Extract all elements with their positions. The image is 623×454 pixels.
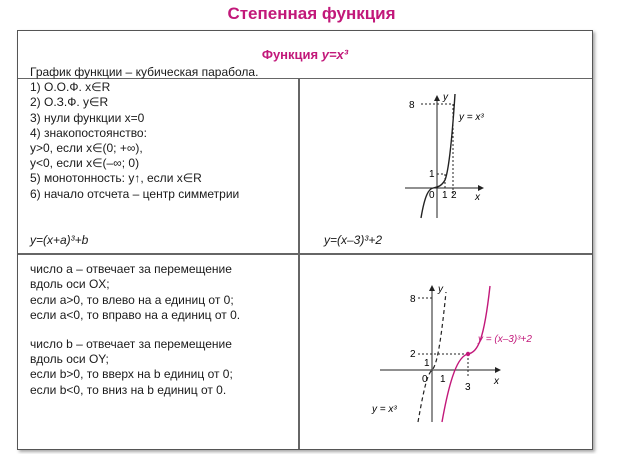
property-line: 4) знакопостоянство: (30, 125, 147, 140)
y-axis-label: y (438, 284, 443, 295)
rule-line: если a>0, то влево на a единиц от 0; (30, 292, 234, 307)
property-line: 3) нули функции x=0 (30, 110, 145, 125)
origin-label: 0 (429, 190, 435, 201)
rule-line: число b – отвечает за перемещение (30, 337, 232, 352)
y-axis-label: y (443, 92, 448, 103)
cubic-graph (395, 90, 505, 230)
column-divider (298, 79, 300, 449)
shifted-cubic-graph (370, 282, 580, 432)
tick-y-1: 1 (424, 358, 430, 369)
tick-y-2: 2 (410, 349, 416, 360)
page-title: Степенная функция (227, 4, 396, 23)
tick-x-1: 1 (440, 374, 446, 385)
x-axis-label: x (494, 376, 499, 387)
rule-line: вдоль оси OX; (30, 277, 110, 292)
rule-line: если b>0, то вверх на b единиц от 0; (30, 367, 233, 382)
base-curve-label: y = x³ (372, 404, 397, 415)
general-formula: y=(x+a)³+b (30, 233, 89, 247)
inflection-point (466, 352, 470, 356)
tick-x-1: 1 (442, 190, 448, 201)
property-line: 1) О.О.Ф. x∈R (30, 80, 111, 95)
rule-line: если b<0, то вниз на b единиц от 0. (30, 382, 227, 397)
property-line: 2) О.З.Ф. y∈R (30, 95, 109, 110)
tick-x-2: 2 (451, 190, 457, 201)
x-axis-label: x (475, 192, 480, 203)
header-prefix: Функция (261, 47, 322, 62)
properties-list (30, 65, 258, 202)
property-line: 5) монотонность: y↑, если x∈R (30, 171, 202, 186)
property-line: y<0, если x∈(–∞; 0) (30, 156, 140, 171)
origin-label: 0 (422, 374, 428, 385)
cubic-curve (421, 94, 455, 218)
tick-x-3: 3 (465, 382, 471, 393)
shifted-curve-label: y = (x–3)³+2 (478, 334, 532, 345)
property-line: 6) начало отсчета – центр симметрии (30, 186, 240, 201)
rule-line: если a<0, то вправо на a единиц от 0. (30, 307, 241, 322)
example-formula: y=(x–3)³+2 (324, 233, 383, 247)
tick-y-1: 1 (429, 169, 435, 180)
curve-label: y = x³ (459, 112, 484, 123)
shift-rules (30, 233, 240, 398)
tick-y-8: 8 (409, 100, 415, 111)
property-line: y>0, если x∈(0; +∞), (30, 141, 143, 156)
rule-line: число a – отвечает за перемещение (30, 262, 232, 277)
header-formula: y=x³ (321, 47, 349, 62)
tick-y-8: 8 (410, 294, 416, 305)
property-line: График функции – кубическая парабола. (30, 65, 259, 79)
rule-line: вдоль оси OY; (30, 352, 109, 367)
